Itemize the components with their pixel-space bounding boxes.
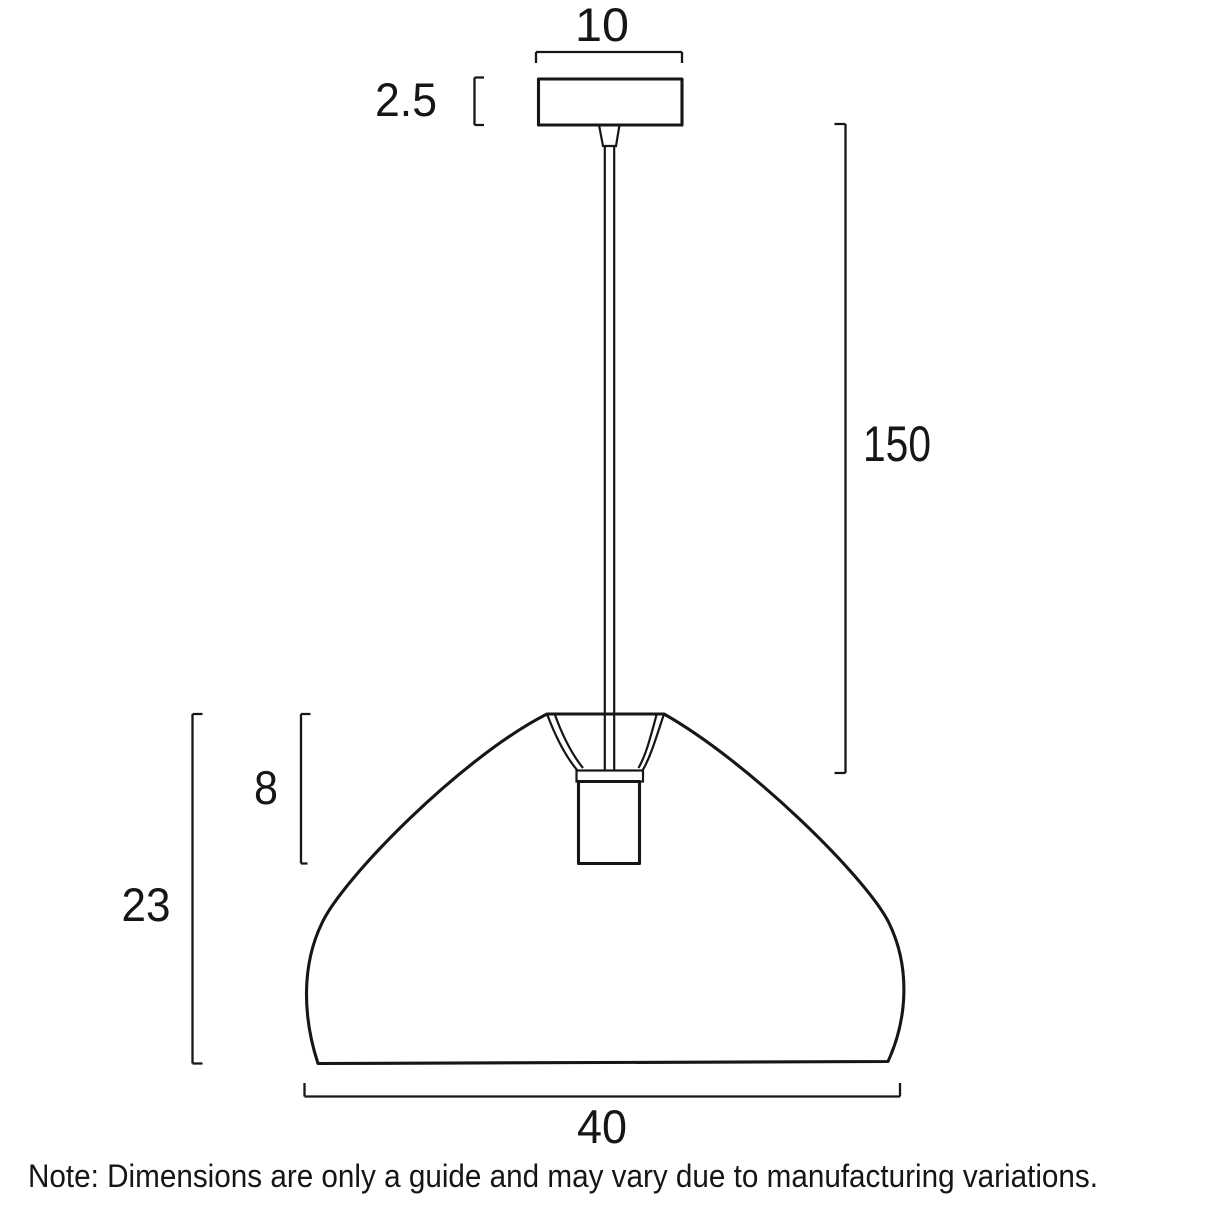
funnel-wall-outer-right [643, 714, 665, 771]
dim-suspension-length-line [835, 124, 846, 773]
dim-canopy-height-label: 2.5 [375, 73, 437, 126]
dim-canopy-height-line [475, 78, 485, 126]
dim-socket-depth-line [301, 714, 311, 864]
dim-canopy-width-line [536, 52, 682, 63]
socket-rim [577, 771, 644, 782]
dim-canopy-width-label: 10 [575, 0, 629, 51]
dim-shade-diameter-line [305, 1083, 901, 1097]
canopy-connector [599, 125, 620, 146]
dim-shade-height-line [193, 714, 203, 1064]
dim-suspension-length-label: 150 [863, 416, 931, 472]
canopy-outline [539, 79, 683, 125]
funnel-wall-outer-left [547, 714, 578, 771]
suspension-rod [605, 146, 614, 770]
dim-socket-depth-label: 8 [254, 761, 278, 814]
socket-body [579, 782, 640, 864]
note-text: Note: Dimensions are only a guide and may vary due to manufacturing variations. [28, 1158, 1098, 1194]
dim-shade-height-label: 23 [121, 878, 171, 931]
dim-shade-diameter-label: 40 [577, 1100, 627, 1153]
